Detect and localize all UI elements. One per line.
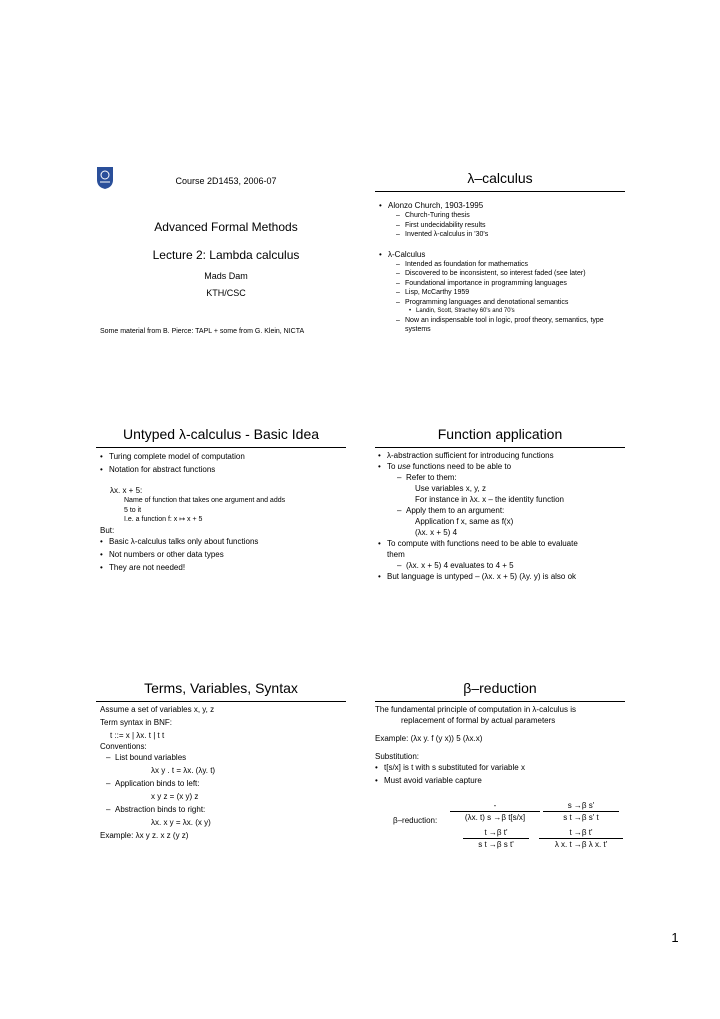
slide-body — [96, 704, 346, 841]
beta-rule-2 — [543, 801, 619, 822]
text-line: For instance in λx. x – the identity function — [415, 495, 564, 504]
slide-body — [375, 450, 625, 582]
text-line: But: — [100, 525, 115, 535]
bullet: • Basic λ-calculus talks only about functions — [109, 536, 359, 547]
rule-conclusion: s t →β s t' — [478, 840, 514, 849]
rules-label: β–reduction: — [393, 816, 438, 825]
sub-sub-item: • Landin, Scott, Strachey 60's and 70's — [416, 307, 666, 316]
title-rule — [375, 447, 625, 448]
bullet: • Turing complete model of computation — [109, 451, 359, 462]
slide-6 — [375, 680, 625, 892]
text: To — [387, 462, 398, 471]
beta-rule-1 — [450, 801, 540, 822]
emphasis: use — [397, 462, 411, 471]
slide-5 — [96, 680, 346, 892]
text-line: x y z = (x y) z — [151, 792, 199, 801]
text-line: λx y . t = λx. (λy. t) — [151, 766, 216, 775]
slide-title: Function application — [437, 426, 563, 442]
rule-conclusion: (λx. t) s →β t[s/x] — [464, 813, 526, 822]
sub-item: – Discovered to be inconsistent, so interest faded (see later) — [405, 269, 655, 279]
course-label: Course 2D1453, 2006-07 — [175, 176, 277, 186]
text-line: Use variables x, y, z — [415, 484, 486, 493]
text-line: replacement of formal by actual parameters — [401, 716, 556, 725]
sub-item: – Intended as foundation for mathematics — [405, 260, 655, 270]
text-line: them — [387, 550, 405, 559]
bullet: • t[s/x] is t with s substituted for variable x — [384, 762, 634, 773]
author: Mads Dam — [204, 271, 248, 281]
beta-rule-4 — [539, 828, 623, 849]
sub-item: – Refer to them: — [406, 472, 656, 483]
text-line: I.e. a function f: x ↦ x + 5 — [124, 516, 203, 523]
text-line: Example: λx y z. x z (y z) — [100, 831, 189, 840]
slide-1 — [96, 163, 396, 375]
bullet: • But language is untyped – (λx. x + 5) (λy. y) is also ok — [387, 571, 637, 582]
sub-item: – Church-Turing thesis — [405, 211, 655, 221]
sub-item: – Abstraction binds to right: — [115, 804, 365, 815]
sub-item-cont: systems — [405, 326, 431, 333]
sub-item: – Programming languages and denotational semantics — [405, 298, 655, 308]
rule-conclusion: λ x. t →β λ x. t' — [554, 840, 608, 849]
sub-item: – Foundational importance in programming languages — [405, 279, 655, 289]
slide-3 — [96, 426, 346, 638]
rule-premise: - — [450, 801, 540, 812]
slide-body — [375, 704, 625, 786]
sub-item: – Lisp, McCarthy 1959 — [405, 288, 655, 298]
slide-body — [96, 451, 346, 573]
slide-title: λ–calculus — [467, 170, 533, 186]
text-line: (λx. x + 5) 4 — [415, 528, 458, 537]
slide-subtitle: Lecture 2: Lambda calculus — [152, 248, 300, 262]
sub-item: – Invented λ-calculus in '30's — [405, 230, 655, 240]
text-line: Application f x, same as f(x) — [415, 517, 514, 526]
text-line: Conventions: — [100, 742, 147, 751]
bullet: • To compute with functions need to be able to evaluate — [387, 538, 637, 549]
sub-item: – Now an indispensable tool in logic, proof theory, semantics, type — [405, 316, 655, 326]
text-line: 5 to it — [124, 506, 142, 514]
rule-conclusion: s t →β s' t — [563, 813, 599, 822]
title-rule — [375, 701, 625, 702]
text-line: Example: (λx y. f (y x)) 5 (λx.x) — [375, 734, 483, 743]
title-rule — [375, 191, 625, 192]
rule-premise: t →β t' — [463, 828, 529, 839]
text-line: The fundamental principle of computation in λ-calculus is — [375, 705, 576, 714]
text: functions need to be able to — [410, 462, 512, 471]
rule-premise: s →β s' — [543, 801, 619, 812]
slide-title: Terms, Variables, Syntax — [144, 680, 298, 696]
credit: Some material from B. Pierce: TAPL + some from G. Klein, NICTA — [100, 328, 305, 335]
slide-body — [375, 200, 625, 335]
title-rule — [96, 447, 346, 448]
bullet: • Must avoid variable capture — [384, 775, 634, 786]
title-rule — [96, 701, 346, 702]
text-line: λx. x + 5: — [110, 486, 143, 495]
slide-title: Advanced Formal Methods — [154, 220, 298, 234]
bullet: • Alonzo Church, 1903-1995 — [388, 200, 638, 211]
sub-item: – Application binds to left: — [115, 778, 365, 789]
text-line: λx. x y = λx. (x y) — [151, 818, 211, 827]
sub-item: – List bound variables — [115, 752, 365, 763]
text-line: Assume a set of variables x, y, z — [100, 705, 215, 714]
bullet: • Not numbers or other data types — [109, 549, 359, 560]
sub-item: – First undecidability results — [405, 221, 655, 231]
sub-item: – Apply them to an argument: — [406, 505, 656, 516]
bullet: • λ-abstraction sufficient for introducing functions — [387, 450, 637, 461]
text-line: Name of function that takes one argument and adds — [124, 497, 286, 504]
text-line: Substitution: — [375, 752, 420, 761]
bullet: • Notation for abstract functions — [109, 464, 359, 475]
slide-title: β–reduction — [463, 680, 537, 696]
bullet: • λ-Calculus — [388, 249, 638, 260]
bullet: • They are not needed! — [109, 562, 359, 573]
affiliation: KTH/CSC — [206, 288, 246, 298]
sub-item: – (λx. x + 5) 4 evaluates to 4 + 5 — [406, 560, 656, 571]
page-number: 1 — [671, 930, 679, 945]
bnf-line: t ::= x | λx. t | t t — [110, 731, 165, 740]
text-line: Term syntax in BNF: — [100, 718, 173, 727]
slide-4 — [375, 426, 625, 638]
bullet — [387, 461, 637, 472]
rule-premise: t →β t' — [539, 828, 623, 839]
slide-2 — [375, 170, 625, 382]
beta-rule-3 — [463, 828, 529, 849]
slide-title: Untyped λ-calculus - Basic Idea — [122, 426, 320, 442]
